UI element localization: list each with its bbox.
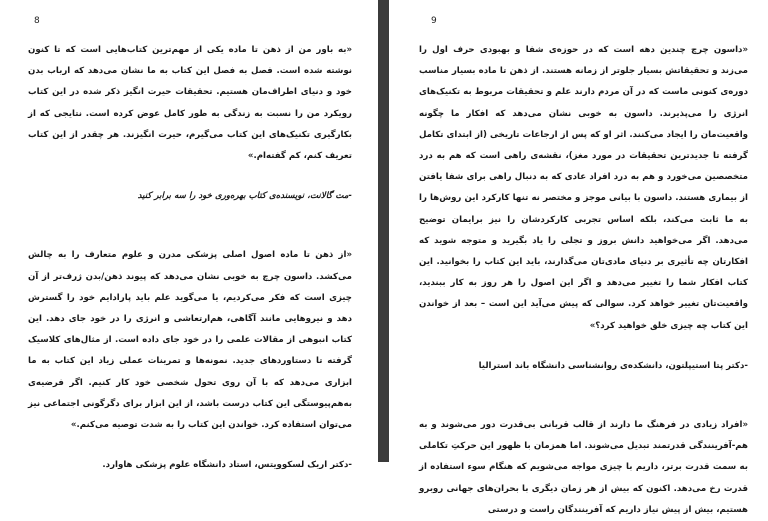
spacer — [28, 167, 352, 186]
spacer — [419, 377, 748, 415]
left-page-text — [28, 40, 352, 476]
quote-attribution: -دکتر اریک لسکوویتس، استاد دانشگاه علوم پزشکی هاوارد. — [102, 460, 352, 471]
right-page — [389, 0, 768, 515]
spacer — [28, 436, 352, 455]
quote-paragraph: «به باور من از ذهن تا ماده یکی از مهم‌ترین کتاب‌هایی است که تا کنون نوشته شده است. فصل به فصل این کتاب به ما نشان می‌دهد که ارباب بدن خود و دنیای اطراف‌مان هستیم. تحقیقات حیرت انگیز ذکر شده در این کتاب رویکرد من را نسبت به زندگی به طور کامل عوض کرده است. نتایجی که از بکارگیری تکنیک‌های این کتاب می‌گیرم، حیرت انگیزند. هر چقدر از این کتاب تعریف کنم، کم گفته‌ام.» — [28, 45, 352, 162]
quote-attribution: -مت گالانت، نویسنده‌ی کتاب بهره‌وری خود را سه برابر کنید — [137, 191, 352, 202]
quote-paragraph: «افراد زیادی در فرهنگ ما دارند از قالب قربانی بی‌قدرت دور می‌شوند و به هم-آفرینندگی قدرتمند تبدیل می‌شوند. اما همزمان با ظهور این حرکتِ تکاملی به سمت قدرت برتر، داریم با چیزی مواجه می‌شویم که هنگام سوء استفاده از قدرت رخ می‌دهد. اکنون که بیش از هر زمان دیگری با بحران‌های جهانی روبرو هستیم، بیش از پیش نیاز داریم که آفرینندگان راست و درستی — [419, 420, 748, 515]
right-page-text — [419, 40, 748, 521]
page-number: 8 — [34, 16, 40, 26]
spacer — [419, 337, 748, 356]
page-divider — [378, 0, 389, 462]
spacer — [28, 207, 352, 245]
quote-paragraph: «از ذهن تا ماده اصول اصلی پزشکی مدرن و علوم متعارف را به چالش می‌کشد. داسون چرچ به خوبی نشان می‌دهد که پیوند ذهن/بدن ژرف‌تر از آن چیزی است که فکر می‌کردیم، یا می‌گوید علم باید پارادایم خود را گسترش دهد و نیروهایی مانند آگاهی، هم‌ارتعاشی و انرژی را در خود جای دهد. این کتاب انبوهی از مقالات علمی را در خود جای داده است. از مثال‌های کلاسیک گرفته تا دستاوردهای جدید. نمونه‌ها و تمرینات عملی زیاد این کتاب به ما ابزاری می‌دهد که با آن روی تحول شخصی خود کار کنیم. اگر فرضیه‌ی به‌هم‌پیوستگی این کتاب درست باشد، از این ابزار برای دگرگونی اجتماعی نیز می‌توان استفاده کرد. خواندن این کتاب را به شدت توصیه می‌کنم.» — [28, 250, 352, 431]
left-page — [0, 0, 378, 471]
page-number: 9 — [431, 16, 437, 26]
quote-attribution: -دکتر پتا استیپلتون، دانشکده‌ی روانشناسی دانشگاه باند استرالیا — [478, 360, 748, 371]
quote-paragraph: «داسون چرچ چندین دهه است که در حوزه‌ی شفا و بهبودی حرف اول را می‌زند و تحقیقاتش بسیار جلوتر از زمانه هستند. از ذهن تا ماده بسیار مناسب دوره‌ی کنونی ماست که در آن مردم دارند علم و تحقیقات مربوط به تکنیک‌های انرژی را می‌پذیرند. داسون به خوبی نشان می‌دهد که افکار ما چگونه واقعیت‌مان را ایجاد می‌کنند. اثر او که پس از ارجاعات تاریخی (از ابتدای تکامل گرفته تا جدیدترین تحقیقات در مورد مغز)، نقشه‌ی راهی است که هم به درد متخصصین می‌خورد و هم به درد افراد عادی که به دنبال راهی برای شفا یافتن از بیماری هستند. داسون با بیانی موجز و مختصر نه تنها کارکرد این روش‌ها را به ما ثابت می‌کند، بلکه اساس تجربی کارکردشان را نیز برایمان توضیح می‌دهد. اگر می‌خواهید دانش بروز و تجلی را یاد بگیرید و متوجه شوید که افکارتان چه تأثیری بر دنیای مادی‌تان می‌گذارند، باید این کتاب را بخوانید. این کتاب افکار شما را تغییر می‌دهد و اگر این اصول را هر روز به کار ببندید، واقعیت‌تان تغییر خواهد کرد. سوالی که پیش می‌آید این است – بعد از خواندن این کتاب چه چیزی خلق خواهید کرد؟» — [419, 45, 748, 331]
